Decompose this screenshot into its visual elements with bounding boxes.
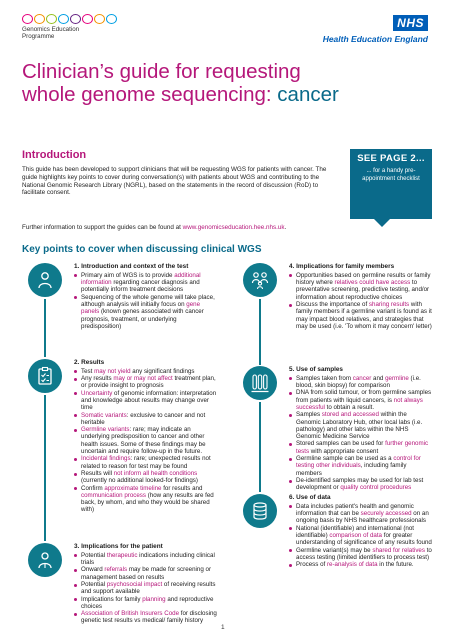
bullet-text: indications including clinical trials xyxy=(81,551,215,567)
further-end: . xyxy=(284,224,287,231)
bullet-item xyxy=(289,503,432,525)
highlighted-text: additional information xyxy=(81,271,201,287)
title-line-2-topic: cancer xyxy=(277,83,339,106)
bullet-list xyxy=(289,375,432,492)
timeline-connector xyxy=(259,402,261,492)
bullet-text: of genomic information: interpretation and knowledge about results may change over time xyxy=(81,389,217,412)
bullet-item xyxy=(74,596,217,611)
highlighted-text: therapeutic xyxy=(106,551,138,559)
bullet-text: National (identifiable) and international (not identifiable) xyxy=(296,524,414,539)
highlighted-text: approximate timeline xyxy=(104,484,162,492)
bullet-text: and reproductive choices xyxy=(81,595,214,610)
bullet-text: any significant findings xyxy=(130,367,195,375)
highlighted-text: securely accessed xyxy=(360,510,412,518)
person-icon xyxy=(28,263,62,297)
bullet-item xyxy=(289,301,432,330)
key-points-heading: Key points to cover when discussing clinical WGS xyxy=(22,244,262,255)
bullet-text: Samples taken from xyxy=(296,374,353,382)
highlighted-text: control for testing other individuals xyxy=(296,455,421,470)
bullet-text: Confirm xyxy=(81,484,105,492)
bullet-text: (currently no additional looked-for findings) xyxy=(81,477,198,485)
highlighted-text: relatives could have access xyxy=(334,279,411,287)
bullet-text: Primary aim of WGS is to provide xyxy=(81,271,175,279)
bullet-text: De-identified samples may be used for lab test development or xyxy=(296,476,424,492)
page-header xyxy=(0,0,450,56)
clipboard-icon xyxy=(28,359,62,393)
bullet-item xyxy=(74,552,217,567)
bullet-text: to obtain a result. xyxy=(324,403,375,411)
nhs-logo xyxy=(323,14,428,44)
bullet-text: in the future. xyxy=(377,561,414,569)
highlighted-text: Association of British Insurers Code xyxy=(81,610,180,618)
section-2 xyxy=(22,359,217,543)
bullet-item xyxy=(289,561,432,568)
bullet-item xyxy=(289,272,432,301)
bullet-item xyxy=(289,525,432,547)
highlighted-text: re-analysis of data xyxy=(326,561,378,569)
bullet-text: Germline sample can be used as a xyxy=(296,455,394,463)
highlighted-text: further genomic tests xyxy=(296,440,429,455)
bullet-text: Discuss the importance of xyxy=(296,300,369,308)
bullet-item xyxy=(289,389,432,411)
section-5 xyxy=(237,366,432,494)
bullet-text: (i.e. blood, skin biopsy) for comparison xyxy=(296,374,421,390)
bullet-text: Process of xyxy=(296,561,327,569)
highlighted-text: shared for relatives xyxy=(372,546,425,554)
timeline-connector xyxy=(259,299,261,365)
bullet-list xyxy=(289,503,432,569)
bullet-text: Any results xyxy=(81,375,114,383)
section-title: 4. Implications for family members xyxy=(289,263,395,270)
bullet-text: within the Genomic Laboratory Hub, other local labs (i.e. pathology) and other labs within the NHS Genomic Medicine Service xyxy=(296,411,423,441)
bullet-text: DNA from solid tumour, or from germline samples from patients with liquid cancers, is xyxy=(296,389,432,404)
callout-pointer xyxy=(374,219,390,227)
left-column xyxy=(22,263,217,625)
bullet-item xyxy=(289,547,432,562)
bullet-text: to access testing (limited identifiers to process test) xyxy=(296,546,432,561)
section-1 xyxy=(22,263,217,359)
highlighted-text: Incidental findings xyxy=(81,455,131,463)
bullet-text: (known genes associated with cancer prognosis, treatment, or underlying predisposition) xyxy=(81,308,204,330)
bullet-text: Stored samples can be used for xyxy=(296,440,386,448)
patient-icon xyxy=(28,543,62,577)
bullet-text: with family members if a germline variant is found as it may impact blood relatives, and strategies that may be used (i.e. 'To whom it may concern' letter) xyxy=(296,300,432,330)
bullet-text: with appropriate consent xyxy=(309,447,379,455)
section-3 xyxy=(22,543,217,625)
bullet-list xyxy=(74,552,217,625)
bullet-item xyxy=(289,455,432,477)
section-6 xyxy=(237,494,432,568)
highlighted-text: not inform all health conditions xyxy=(113,469,198,477)
bullet-text: Onward xyxy=(81,566,105,574)
bullet-item xyxy=(74,272,217,294)
bullet-text: for greater understanding of significance of any results found xyxy=(296,531,432,547)
bullet-list xyxy=(289,272,432,330)
nhs-org-name: Health Education England xyxy=(322,34,428,44)
bullet-text: Opportunities based on germline results or family history where xyxy=(296,271,431,287)
callout-title: SEE PAGE 2... xyxy=(357,153,425,164)
intro-further-info xyxy=(22,224,342,232)
bullet-text: regarding cancer diagnosis and potentially inform treatment decisions xyxy=(81,279,200,294)
highlighted-text: psychosocial impact xyxy=(106,580,163,588)
bullet-text: Samples xyxy=(296,411,322,419)
bullet-item xyxy=(74,368,217,375)
bullet-item xyxy=(74,412,217,427)
bullet-text: to preventative screening, predictive testing, and/or information about reproductive choices xyxy=(296,279,430,301)
highlighted-text: comparison of data xyxy=(329,531,382,539)
bullet-item xyxy=(74,390,217,412)
bullet-text: Test xyxy=(81,367,95,375)
bullet-text: , including family members xyxy=(296,462,407,477)
title-line-2-main: whole genome sequencing: xyxy=(22,83,278,106)
timeline-connector xyxy=(44,395,46,541)
gep-line2: Programme xyxy=(22,33,55,40)
genomics-education-logo xyxy=(22,14,152,40)
bullet-text: treatment plan, or provide insight to prognosis xyxy=(81,375,216,390)
highlighted-text: germline xyxy=(385,374,409,382)
bullet-item xyxy=(289,477,432,492)
bullet-text: Sequencing of the whole genome will take place, although analysis will initially focus on xyxy=(81,293,215,308)
bullet-item xyxy=(74,581,217,596)
highlighted-text: sharing results xyxy=(368,300,410,308)
timeline-connector xyxy=(44,299,46,357)
bullet-item xyxy=(74,610,217,625)
bullet-text: Potential xyxy=(81,580,107,588)
bullet-item xyxy=(289,411,432,440)
bullet-text: Potential xyxy=(81,551,107,559)
bullet-text: (how any results are fed back, by whom, and who they would be shared with) xyxy=(81,491,214,514)
section-title: 6. Use of data xyxy=(289,494,331,501)
highlighted-text: may or may not affect xyxy=(113,375,173,383)
bullet-text: of receiving results and support available xyxy=(81,580,216,596)
bullet-item xyxy=(74,566,217,581)
bullet-text: : rare; unexpected results not related to reason for test may be found xyxy=(81,455,211,470)
test-tubes-icon xyxy=(243,366,277,400)
bullet-text: Data includes patient's health and genomic information that can be xyxy=(296,502,414,518)
see-page-2-callout xyxy=(350,149,432,219)
highlighted-text: Somatic variants xyxy=(81,411,127,419)
bullet-item xyxy=(289,375,432,390)
highlighted-text: quality control procedures xyxy=(340,484,412,492)
bullet-text: Implications for family xyxy=(81,595,143,603)
section-title: 3. Implications for the patient xyxy=(74,543,163,550)
bullet-text: and xyxy=(371,374,386,382)
highlighted-text: gene panels xyxy=(81,300,201,316)
highlighted-text: Uncertainty xyxy=(81,389,113,397)
highlighted-text: stored and accessed xyxy=(321,411,379,419)
highlighted-text: communication process xyxy=(81,491,146,499)
page-title xyxy=(22,60,422,106)
section-title: 1. Introduction and context of the test xyxy=(74,263,189,270)
right-column xyxy=(237,263,432,568)
bullet-item xyxy=(74,375,217,390)
callout-body: ... for a handy pre-appointment checklist xyxy=(362,168,420,182)
bullet-text: on an ongoing basis by NHS healthcare professionals xyxy=(296,510,429,525)
intro-paragraph: This guide has been developed to support clinicians that will be requesting WGS for patients with cancer. The guide highlights key points to cover during conversation(s) with patients about WGS and contributing to the National Genomic Research Library (NGRL), based on the statements in the record of discussion (RoD) to facilitate consent. xyxy=(22,166,327,197)
section-title: 2. Results xyxy=(74,359,105,366)
bullet-list xyxy=(74,368,217,514)
bullet-item xyxy=(289,440,432,455)
bullet-item xyxy=(74,294,217,330)
highlighted-text: not always successful xyxy=(296,396,423,411)
highlighted-text: planning xyxy=(142,595,166,603)
bullet-text: : rare; may indicate an underlying predisposition to cancer and other health issues. Some of these findings may be uncertain and require follow-up in the future. xyxy=(81,426,206,456)
gep-line1: Genomics Education xyxy=(22,26,80,33)
database-icon xyxy=(243,494,277,528)
section-title: 5. Use of samples xyxy=(289,366,343,373)
dna-strands-icon xyxy=(22,14,152,24)
bullet-text: : exclusive to cancer and not heritable xyxy=(81,411,206,426)
bullet-item xyxy=(74,485,217,514)
bullet-item xyxy=(74,455,217,470)
family-icon xyxy=(243,263,277,297)
page-number: 1 xyxy=(221,624,225,631)
highlighted-text: referrals xyxy=(104,566,128,574)
highlighted-text: may not yield xyxy=(94,367,131,375)
further-link[interactable]: www.genomicseducation.hee.nhs.uk xyxy=(182,224,285,231)
bullet-text: may be made for screening or management based on results xyxy=(81,566,212,581)
nhs-badge: NHS xyxy=(393,15,428,31)
bullet-text: Results will xyxy=(81,469,114,477)
further-text: Further information to support the guides can be found at xyxy=(22,224,183,231)
section-4 xyxy=(237,263,432,366)
bullet-list xyxy=(74,272,217,330)
intro-heading: Introduction xyxy=(22,149,87,161)
bullet-text: Germline variant(s) may be xyxy=(296,546,373,554)
bullet-text: for disclosing genetic test results vs medical/ family history xyxy=(81,610,217,625)
title-line-1: Clinician’s guide for requesting xyxy=(22,60,301,83)
highlighted-text: Germline variants xyxy=(81,426,130,434)
bullet-item xyxy=(74,470,217,485)
title-line-2 xyxy=(22,83,422,106)
bullet-item xyxy=(74,426,217,455)
bullet-text: for results and xyxy=(161,484,203,492)
highlighted-text: cancer xyxy=(352,374,372,382)
